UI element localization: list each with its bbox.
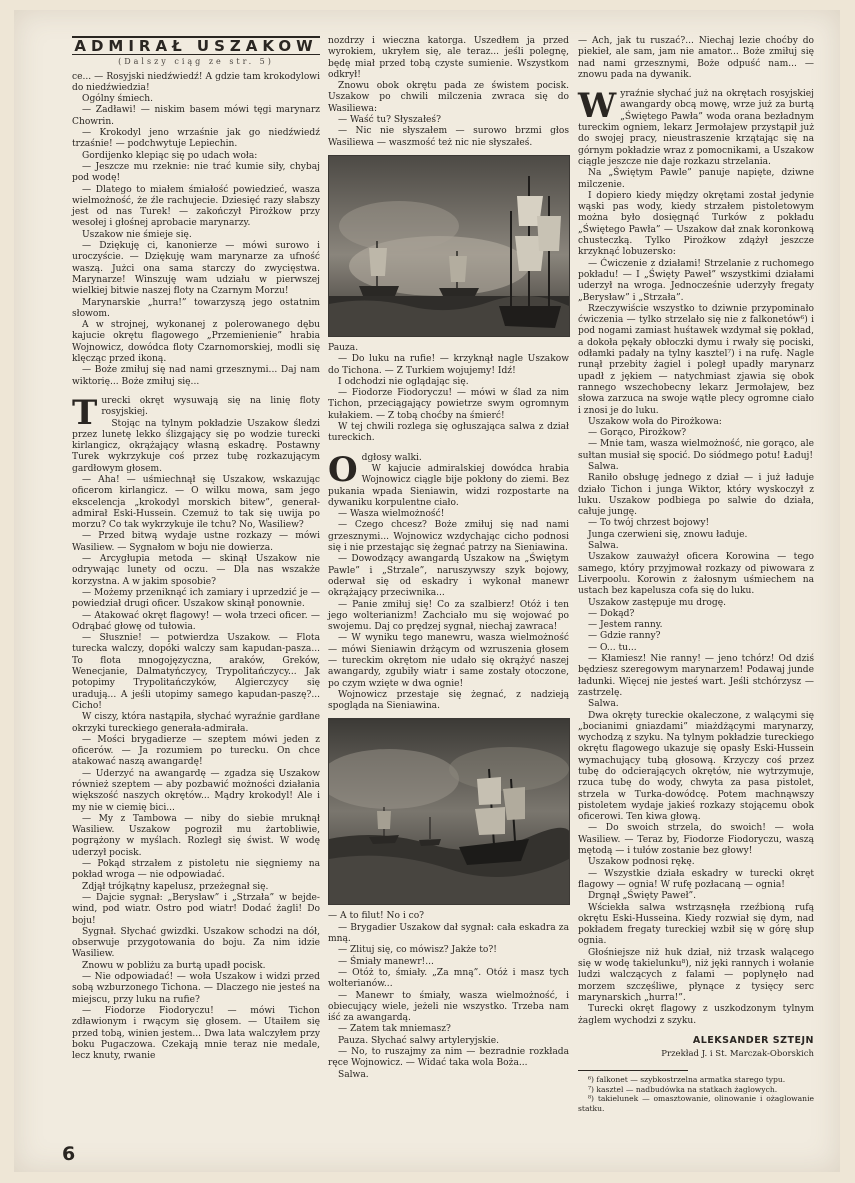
paragraph: — Ćwiczenie z działami! Strzelanie z ruchomego pokładu! — I „Święty Paweł” wszystkimi działami uderzył na wroga. Jednocześnie uderzyły fregaty „Berysław” i „Strzała”. — [578, 258, 814, 303]
paragraph: — Wszystkie działa eskadry w turecki okręt flagowy — ognia! W rufę pozłacaną — ognia! — [578, 868, 814, 890]
paragraph: Pauza. — [328, 342, 359, 353]
paragraph: — Dlatego to miałem śmiałość powiedzieć, wasza wielmożność, że źle rachujecie. Dziesięć razy słabszy jest od nas Turek! — zakończył Pirożkow przy wesołej i głośnej aprobacie marynarzy. — [72, 184, 320, 229]
paragraph: Znowu obok okrętu pada ze świstem pocisk. Uszakow po chwili milczenia zwraca się do Wasiliewa: — [328, 81, 569, 114]
paragraph: Uszakow podnosi rękę. — [588, 857, 695, 868]
paragraph: — Możemy przeniknąć ich zamiary i uprzedzić je — powiedział drugi oficer. Uszakow skinął ponownie. — [72, 587, 320, 610]
paragraph: Salwa. — [588, 461, 619, 472]
paragraph: Sygnał. Słychać gwizdki. Uszakow schodzi na dół, obserwuje przygotowania do boju. Za nim idzie Wasiliew. — [72, 926, 320, 960]
footnote-divider — [578, 1070, 688, 1071]
paragraph-dropcap: Wyraźnie słychać już na okrętach rosyjskiej awangardy obcą mowę, wrze już za burtą „Świętego Pawła” woda orana bezładnym tureckim ogniem, lekarz Jermołajew przystąpił już do swojej pracy, nieustraszenie krzątając się na górnym pokładzie wraz z pomocnikami, a Uszakow ciągle jeszcze nie daje rozkazu strzelania. — [578, 86, 814, 167]
paragraph: — To twój chrzest bojowy! — [588, 518, 710, 529]
paragraph: — Przed bitwą wydaje ustne rozkazy — mówi Wasiliew. — Sygnałom w boju nie dowierza. — [72, 531, 320, 553]
paragraph: Znowu w pobliżu za burtą upadł pocisk. — [82, 960, 266, 971]
paragraph: — Atakować okręt flagowy! — woła trzeci oficer. — Odrąbać głowę od tułowia. — [72, 610, 320, 632]
paragraph: W kajucie admiralskiej dowódca hrabia Wojnowicz ciągle bije pokłony do ziemi. Bez pukania wpada Sieniawin, widzi rozpostarte na dywaniku korpulentne ciało. — [328, 463, 569, 508]
paragraph: — Nie odpowiadać! — woła Uszakow i widzi przed sobą wzburzonego Tichona. — Dlaczego nie jesteś na miejscu, przy luku na rufie? — [72, 972, 320, 1005]
paragraph: W tej chwili rozlega się ogłuszająca salwa z dział tureckich. — [328, 422, 569, 444]
page-number: 6 — [62, 1143, 76, 1165]
paragraph: Uszakow woła do Pirożkowa: — [588, 416, 722, 427]
paragraph: Uszakow nie śmieje się. — [82, 229, 192, 240]
paragraph: Wściekła salwa wstrząsnęła rzeźbioną rufą okrętu Eski-Husseina. Kiedy rozwiał się dym, nad pokładem fregaty tureckiej wzbił się w górę słup ognia. — [578, 902, 814, 947]
paragraph: — Ach, jak tu ruszać?... Niechaj lezie choćby do piekieł, ale sam, jam nie amator... Boże zmiłuj się nad nami grzesznymi, Boże odpuść nam... — znowu pada na dywanik. — [578, 36, 814, 80]
paragraph: — Kłamiesz! Nie ranny! — jeno tchórz! Od dziś będziesz szeregowym marynarzem! Podawaj junde ładunki. Więcej nie jesteś wart. Jeśli stchórzysz — zastrzelę. — [578, 654, 814, 698]
paragraph: — Dokąd? — [588, 608, 635, 619]
paragraph: Gordijenko klepiąc się po udach woła: — [82, 150, 258, 161]
paragraph: Salwa. — [588, 541, 619, 552]
paragraph: Pauza. Słychać salwy artyleryjskie. — [338, 1035, 499, 1046]
paragraph: — Nic nie słyszałem — surowo brzmi głos Wasiliewa — waszmość też nic nie słyszałeś. — [328, 126, 569, 148]
paragraph: Rzeczywiście wszystko to dziwnie przypominało ćwiczenia — tylko strzelało się nie z falkonetów⁶) i pod nogami zamiast huśtawek wzdymał się pokład, a dokoła pękały obłoczki dymu i rwały się pociski, odłamki padały na tylny kasztel⁷) i na rufę. Nagle runął przebity żagiel i poległ upadły marynarz upadł z jękiem — natychmiast zjawia się obok rannego wszechobecny lekarz Jermołajew, bez słowa zarzuca na swoje wątłe plecy ogromne ciało i znosi je do luku. — [578, 303, 814, 416]
paragraph: — Krokodyl jeno wrzaśnie jak go niedźwiedź trzaśnie! — podchwytuje Lepiechin. — [72, 128, 320, 150]
translator-credit: Przekład J. i St. Marczak-Oborskich — [661, 1049, 814, 1060]
paragraph: nozdrzy i wieczna katorga. Uszedłem ja przed wyrokiem, ukryłem się, ale teraz... jeśli polegnę, będę miał przed tobą czyste sumienie. Wszystkom odkrył! — [328, 36, 569, 80]
column-3 — [578, 36, 814, 1113]
paragraph: — Fiodorze Fiodoryczu! — mówi w ślad za nim Tichon, przeciągający powietrze swym ogromnym kułakiem. — Z tobą choćby na śmierć! — [328, 388, 569, 421]
paragraph: — Uderzyć na awangardę — zgadza się Uszakow również szeptem — aby pozbawić możności działania większość naszych okrętów... Mądry krokodyl! Ale i my nie w ciemię bici... — [72, 768, 320, 813]
paragraph: Junga czerwieni się, znowu ładuje. — [588, 529, 748, 540]
paragraph: Głośniejsze niż huk dział, niż trzask walącego się w wodę takielunku⁸), niż jęki rannych i wołanie ludzi walczących z falami — poplynęło nad morzem szczęśliwe, płynące z tysięcy serc marynarskich „hurra!”. — [578, 947, 814, 1003]
paragraph: — Jestem ranny. — [588, 620, 663, 631]
paragraph: — Brygadier Uszakow dał sygnał: cała eskadra za mną. — [328, 922, 569, 945]
paragraph: — W wyniku tego manewru, wasza wielmożność — mówi Sieniawin drżącym od wzruszenia głosem — tureckim okrętom nie udało się okrążyć naszej awangardy, zgubiły wiatr i same zostały otoczone, po czym wzięte w dwa ognie! — [328, 633, 569, 689]
paragraph: — Dziękuję ci, kanonierze — mówi surowo i uroczyście. — Dziękuję wam marynarze za ufność waszą. Jużci ona sama starczy do zwycięstwa. Marynarze! Winszuję wam udziału w pierwszej wielkiej bitwie naszej floty na Czarnym Morzu! — [72, 241, 320, 297]
paragraph: — Do luku na rufie! — krzyknął nagle Uszakow do Tichona. — Z Turkiem wojujemy! Idź! — [328, 354, 569, 376]
paragraph: Salwa. — [338, 1069, 369, 1080]
paragraph-dropcap: Odgłosy walki. — [328, 449, 422, 490]
paragraph: I odchodzi nie oglądając się. — [338, 376, 469, 387]
paragraph: — Otóż to, śmiały. „Za mną”. Otóż i masz tych wolterianów... — [328, 967, 569, 990]
paragraph: Ogólny śmiech. — [82, 94, 153, 105]
paragraph: Uszakow zauważył oficera Korowina — tego samego, który przyjmował rozkazy od piwowara z Liverpoolu. Korowin z żałosnym uśmiechem na ustach bez kapelusza cofa się do luku. — [578, 552, 814, 597]
paragraph: — Dajcie sygnał: „Berysław” i „Strzała” w bejde-wind, pod wiatr. Ostro pod wiatr! Dodać żagli! Do boju! — [72, 892, 320, 926]
dropcap-letter: W — [578, 86, 617, 127]
paragraph-dropcap: Turecki okręt wysuwają się na linię floty rosyjskiej. — [72, 392, 320, 433]
dropcap-letter: O — [328, 449, 358, 490]
paragraph: W ciszy, która nastąpiła, słychać wyraźnie gardłane okrzyki tureckiego generała-admirała. — [72, 712, 320, 734]
ship-battle-illustration-bottom — [328, 718, 570, 905]
paragraph: — Zlituj się, co mówisz? Jakże to?! — [338, 945, 497, 956]
paragraph: — Śmiały manewr!... — [338, 956, 434, 967]
paragraph: — Arcygłupia metoda — skinął Uszakow nie odrywając lunety od oczu. — Dla nas wszakże korzystna. A w jakim sposobie? — [72, 554, 320, 587]
article-subtitle: (Dalszy ciąg ze str. 5) — [118, 57, 274, 67]
paragraph: — Gdzie ranny? — [588, 631, 661, 642]
paragraph: — Słusznie! — potwierdza Uszakow. — Flota turecka walczy, dopóki walczy sam kapudan-pasza... To flota mnogojęzyczna, araków, Greków, Wenecjanie, Dalmatyńczycy, Trypolitańczycy... Jak potopimy Trypolitańczyków, Algierczycy się uradują... A jeśli utopimy samego kapudan-paszę?... Cicho! — [72, 633, 320, 711]
paragraph: — Jeszcze mu rzeknie: nie trać kumie siły, chybaj pod wodę! — [72, 161, 320, 184]
paragraph: ce... — Rosyjski niedźwiedź! A gdzie tam krokodylowi do niedźwiedzia! — [72, 71, 320, 93]
footnote: ⁷) kasztel — nadbudówka na statkach żaglowych. — [588, 1084, 778, 1094]
paragraph: — Zadławi! — niskim basem mówi tęgi marynarz Chowrin. — [72, 105, 320, 127]
paragraph: Uszakow zastępuje mu drogę. — [588, 597, 726, 608]
dropcap-letter: T — [72, 392, 98, 433]
paragraph: Dwa okręty tureckie okaleczone, z walącymi się „bocianimi gniazdami” miażdżącymi marynarzy, wychodzą z szyku. Na tylnym pokładzie tureckiego okrętu flagowego ukazuje się opasły Eski-Hussein wymachujący tubą głosową. Krzyczy coś przez tubę do odcierających okrętów, nie wytrzymuje, rzuca tubę do wody, chwyta za pasa pistolet, strzela w Turka-dowódcę. Potem machnąwszy pistoletem wydaje jakieś rozkazy stojącemu obok oficerowi. Ten kiwa głową. — [578, 710, 814, 823]
paragraph: — Czego chcesz? Boże zmiłuj się nad nami grzesznymi... Wojnowicz wzdychając cicho podnosi się i nie przestając się żegnać patrzy na Sieniawina. — [328, 520, 569, 554]
paragraph: — Manewr to śmiały, wasza wielmożność, i obiecujący wiele, jeżeli nie wszystko. Trzeba nam iść za awangardą. — [328, 990, 569, 1024]
paragraph: — No, to ruszajmy za nim — bezradnie rozkłada ręce Wojnowicz. — Widać taka wola Boża... — [328, 1047, 569, 1069]
paragraph: — Mnie tam, wasza wielmożność, nie gorąco, ale sułtan musiał się spocić. Do siódmego potu! Ładuj! — [578, 439, 814, 461]
paragraph: I dopiero kiedy między okrętami został jedynie wąski pas wody, kiedy strzałem pistoletowym można było dosięgnąć Turków z pokładu „Świętego Pawła” — Uszakow dał znak koronkową chusteczką. Tylko Pirożkow zdążył jeszcze krzyknąć lobuzersko: — [578, 190, 814, 258]
article-title: ADMIRAŁ USZAKOW — [72, 36, 320, 55]
paragraph: — Wasza wielmożność! — [338, 509, 445, 520]
paragraph: — Mości brygadierze — szeptem mówi jeden z oficerów. — Ja rozumiem po turecku. On chce atakować naszą awangardę! — [72, 734, 320, 768]
paragraph: Na „Świętym Pawle” panuje napięte, dziwne milczenie. — [578, 168, 814, 190]
paragraph: Zdjął trójkątny kapelusz, przeżegnał się. — [82, 881, 269, 892]
paragraph: — My z Tambowa — niby do siebie mruknął Wasiliew. Uszakow pogroził mu żartobliwie, pogrążony w myślach. Rozległ się świst. W wodę uderzył pocisk. — [72, 813, 320, 858]
paragraph: — Panie zmiłuj się! Co za szalbierz! Otóż i ten jego wolterianizm! Zachciało mu się wojować po swojemu. Daj co prędzej sygnał, niechaj zawraca! — [328, 599, 569, 633]
paragraph: — Aha! — uśmiechnął się Uszakow, wskazując oficerom kirlangicz. — O wilku mowa, sam jego ekscelencja „krokodyl morskich bitew”, generał-admirał Eski-Hussein. Czemuż to tak się uwija po morzu? Co tak wykrzykuje ile tchu? No, Wasiliew? — [72, 474, 320, 531]
paragraph: — Dowodzący awangardą Uszakow na „Świętym Pawle” i „Strzale”, naruszywszy szyk bojowy, oderwał się od eskadry i wykonał manewr okrążający przeciwnika... — [328, 554, 569, 599]
paragraph: — Boże zmiłuj się nad nami grzesznymi... Daj nam wiktorię... Boże zmiłuj się... — [72, 365, 320, 387]
paragraph: A w strojnej, wykonanej z polerowanego dębu kajucie okrętu flagowego „Przemienienie” hrabia Wojnowicz, dowódca floty Czarnomorskiej, modli się klęcząc przed ikoną. — [72, 320, 320, 365]
footnote: ⁸) takielunek — omasztowanie, olinowanie i ożaglowanie statku. — [578, 1094, 814, 1113]
paragraph: Drgnął „Święty Paweł”. — [588, 891, 697, 902]
paragraph: — Do swoich strzela, do swoich! — woła Wasiliew. — Teraz by, Fiodorze Fiodoryczu, waszą mętodą — i tułów zostanie bez głowy! — [578, 823, 814, 857]
paragraph: Salwa. — [588, 699, 619, 710]
paragraph: Raniło obsługę jednego z dział — i już ładuje działo Tichon i junga Wiktor, który wyskoczył z luku. Uszakow podbiega po salwie do działa, całuje jungę. — [578, 473, 814, 518]
paragraph: — Fiodorze Fiodoryczu! — mówi Tichon zdławionym i rwącym się głosem. — Utaiłem się przed tobą, winien jestem... Dwa lata walczyłem przy boku Pugaczowa. Czekają mnie teraz nie medale, lecz knuty, rwanie — [72, 1005, 320, 1062]
author-signature: ALEKSANDER SZTEJN — [692, 1034, 814, 1046]
paragraph: — O... tu... — [588, 642, 637, 653]
footnote: ⁶) falkonet — szybkostrzelna armatka starego typu. — [588, 1075, 786, 1085]
ship-battle-illustration-top — [328, 155, 570, 337]
paragraph: — Pokąd strzałem z pistoletu nie sięgniemy na pokład wroga — nie odpowiadać. — [72, 859, 320, 881]
paragraph: — Zatem tak mniemasz? — [338, 1024, 451, 1035]
paragraph: Wojnowicz przestaje się żegnać, z nadzieją spogląda na Sieniawina. — [328, 689, 569, 712]
paragraph: — Waść tu? Słyszałeś? — [338, 115, 441, 126]
paragraph: Turecki okręt flagowy z uszkodzonym tylnym żaglem wychodzi z szyku. — [578, 1004, 814, 1026]
column-1 — [72, 36, 320, 1062]
paragraph: Stojąc na tylnym pokładzie Uszakow śledzi przez lunetę lekko ślizgający się po wodzie turecki kirlangicz, okrążający własną eskadrę. Postawny Turek wykrzykuje coś przez tubę rozkazującym gardłowym głosem. — [72, 418, 320, 474]
page-frame — [14, 10, 840, 1172]
paragraph: Marynarskie „hurra!” towarzyszą jego ostatnim słowom. — [72, 297, 320, 319]
column-2 — [328, 36, 569, 1081]
paragraph: — Gorąco, Pirożkow? — [588, 428, 687, 439]
paragraph: — A to filut! No i co? — [328, 911, 425, 922]
